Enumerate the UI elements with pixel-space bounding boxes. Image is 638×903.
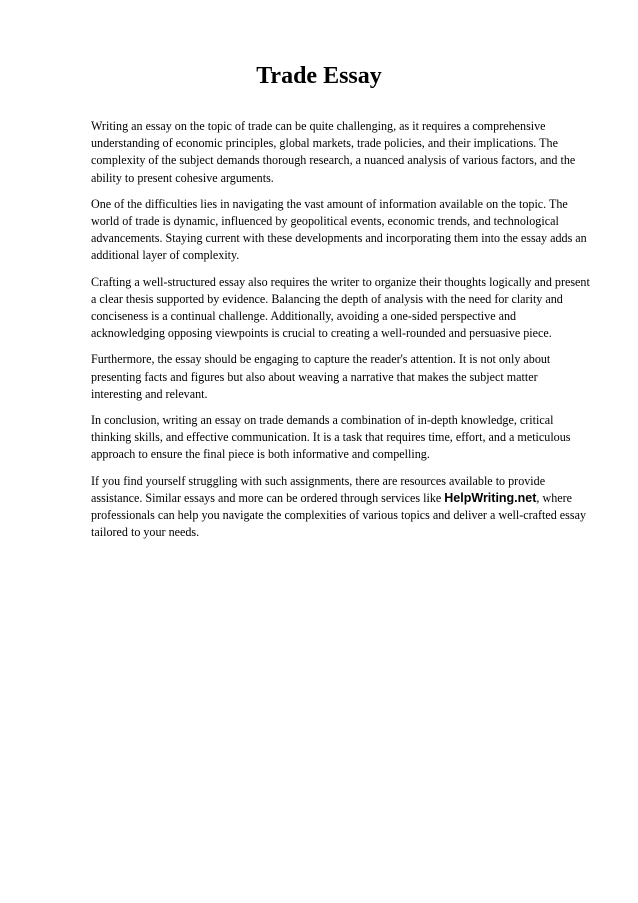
paragraph-6-after-link: , where professionals can help you navigate the complexities of various topics and deliver a well-crafted essay tailored to your needs.	[91, 490, 587, 540]
paragraph-3: Crafting a well-structured essay also requires the writer to organize their thoughts logically and present a clear thesis supported by evidence. Balancing the depth of analysis with the need for clarity and conciseness is a continual challenge. Additionally, avoiding a one-sided perspective and acknowledging opposing viewpoints is crucial to creating a well-rounded and persuasive piece.	[91, 274, 590, 341]
paragraph-6-before-link: If you find yourself struggling with such assignments, there are resources available to provide assistance. Similar essays and more can be ordered through services like	[91, 473, 546, 505]
paragraph-1: Writing an essay on the topic of trade can be quite challenging, as it requires a comprehensive understanding of economic principles, global markets, trade policies, and their implications. The complexity of the subject demands thorough research, a nuanced analysis of various factors, and the ability to present cohesive arguments.	[91, 119, 576, 185]
paragraph-6	[91, 473, 591, 542]
page-title: Trade Essay	[256, 63, 382, 89]
paragraph-5: In conclusion, writing an essay on trade demands a combination of in-depth knowledge, critical thinking skills, and effective communication. It is a task that requires time, effort, and a meticulous approach to ensure the final piece is both informative and compelling.	[91, 413, 571, 462]
essay-body	[91, 118, 591, 550]
paragraph-2: One of the difficulties lies in navigating the vast amount of information available on the topic. The world of trade is dynamic, influenced by geopolitical events, economic trends, and technological advancements. Staying current with these developments and incorporating them into the essay adds an additional layer of complexity.	[91, 196, 587, 263]
helpwriting-link[interactable]: HelpWriting.net	[444, 490, 537, 505]
paragraph-4: Furthermore, the essay should be engaging to capture the reader's attention. It is not only about presenting facts and figures but also about weaving a narrative that makes the subject matter interesting and relevant.	[91, 352, 551, 401]
